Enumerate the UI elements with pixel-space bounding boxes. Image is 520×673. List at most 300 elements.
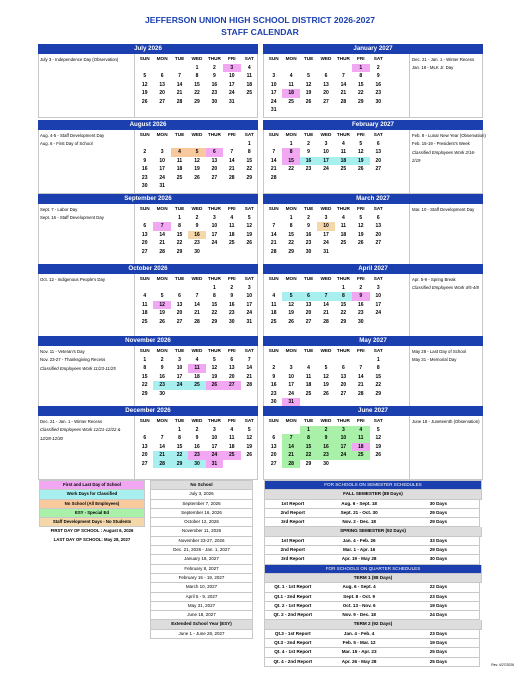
day-cell: 30 (323, 460, 329, 467)
revision-date: Rev. 4/27/2026 (491, 663, 514, 667)
day-cell: 10 (211, 435, 218, 441)
day-cell: 13 (340, 373, 347, 380)
weekday-label: TUE (303, 132, 314, 137)
day-cell: 13 (176, 301, 183, 308)
no-school-date: April 5 - 9, 2027 (150, 593, 253, 602)
month-notes (40, 348, 132, 373)
month-block (263, 194, 483, 267)
day-cell: 10 (335, 434, 352, 443)
day-cell: 14 (194, 301, 200, 308)
day-cell: 15 (246, 157, 253, 164)
weekday-label: FRI (357, 348, 365, 353)
day-cell: 5 (376, 426, 380, 433)
empty-cell (188, 182, 205, 191)
day-cell: 4 (289, 73, 293, 79)
weekday-label: MON (156, 56, 168, 61)
note-text: Sept. 16 - Staff Development Day (40, 215, 104, 221)
no-school-date: July 3, 2026 (150, 490, 253, 499)
empty-cell (352, 106, 369, 115)
day-cell: 11 (188, 364, 205, 373)
day-cell: 24 (229, 90, 235, 96)
empty-cell (300, 284, 317, 293)
weekday-label: FRI (228, 276, 236, 281)
weekday-label: THUR (336, 56, 350, 61)
schedule-row (264, 518, 480, 527)
empty-cell (241, 182, 258, 191)
schedule-cell: 19 Days (429, 602, 448, 608)
day-cell: 11 (305, 373, 312, 380)
day-cell: 18 (282, 89, 299, 98)
month-notes (412, 418, 482, 426)
day-cell: 25 (141, 318, 148, 325)
day-cell: 24 (270, 98, 277, 105)
day-cell: 6 (230, 356, 234, 363)
day-cell: 25 (352, 451, 369, 460)
day-cell: 26 (206, 381, 223, 390)
day-cell: 2 (160, 356, 164, 363)
day-cell: 18 (340, 231, 347, 238)
month-title: April 2027 (263, 264, 483, 274)
schedule-cell: 33 Days (429, 537, 448, 543)
day-cell: 7 (272, 149, 276, 155)
first-day-note: FIRST DAY OF SCHOOL : August 6, 2026 (50, 528, 134, 534)
month-notes (412, 56, 482, 73)
day-cell: 8 (376, 365, 380, 371)
day-cell: 22 (171, 451, 188, 460)
day-cell: 27 (211, 174, 218, 181)
day-cell: 11 (142, 301, 148, 308)
day-cell: 1 (352, 64, 369, 73)
day-cell: 8 (289, 223, 293, 229)
day-cell: 7 (153, 222, 170, 231)
note-text: Feb. 15-19 - President's Week (412, 141, 470, 147)
day-cell: 5 (143, 73, 147, 79)
weekday-label: WED (191, 56, 203, 61)
weekday-label: FRI (357, 276, 365, 281)
note-text: Dec. 21 - Jan. 1 - Winter Recess (40, 419, 103, 424)
empty-cell (223, 390, 240, 399)
day-cell: 16 (188, 231, 205, 240)
day-cell: 25 (246, 90, 253, 96)
month-block (38, 120, 258, 193)
day-cell: 19 (305, 90, 312, 96)
day-cell: 2 (195, 214, 199, 221)
day-cell: 6 (300, 292, 317, 301)
day-cell: 10 (323, 149, 329, 155)
day-cell: 4 (342, 214, 345, 221)
day-cell: 21 (270, 166, 277, 172)
day-cell: 11 (340, 223, 347, 229)
day-cell: 26 (358, 240, 364, 246)
weekday-label: THUR (336, 132, 350, 137)
day-cell: 27 (375, 166, 382, 172)
day-cell: 13 (141, 443, 148, 450)
day-cell: 6 (206, 148, 223, 157)
day-cell: 19 (141, 90, 148, 96)
weekday-label: THUR (207, 348, 221, 353)
day-cell: 14 (246, 365, 253, 371)
day-cell: 22 (340, 310, 347, 316)
day-cell: 15 (300, 443, 317, 452)
day-cell: 29 (171, 460, 188, 469)
day-cell: 26 (358, 166, 364, 172)
day-cell: 31 (246, 318, 253, 325)
day-cell: 5 (307, 73, 310, 79)
empty-cell (171, 140, 188, 149)
weekday-label: SAT (244, 348, 254, 353)
day-cell: 9 (317, 434, 334, 443)
day-cell: 9 (272, 373, 276, 380)
day-cell: 3 (213, 214, 216, 221)
day-cell: 24 (323, 240, 329, 246)
day-cell: 31 (159, 183, 165, 189)
empty-cell (206, 140, 223, 149)
day-cell: 6 (272, 435, 276, 441)
note-text: Feb. 8 - Lunar New Year (Observation) (412, 133, 486, 138)
day-cell: 16 (317, 443, 334, 452)
esy-dates: June 1 - June 28, 2027 (150, 630, 253, 639)
day-cell: 5 (247, 426, 251, 433)
day-cell: 17 (375, 301, 382, 308)
day-cell: 18 (335, 157, 352, 166)
day-cell: 9 (213, 73, 216, 79)
month-notes (412, 276, 482, 293)
schedule-cell: 29 Days (429, 547, 448, 553)
day-grid (265, 205, 387, 256)
empty-cell (136, 284, 153, 293)
weekday-label: SUN (139, 206, 150, 211)
day-cell: 3 (335, 426, 352, 435)
day-cell: 2 (317, 426, 334, 435)
schedule-cell: Nov. 9 - Dec. 18 (342, 612, 376, 618)
day-cell: 23 (211, 90, 218, 96)
schedule-cell: 25 Days (429, 649, 448, 655)
month-block (38, 406, 258, 479)
empty-cell (335, 174, 352, 183)
schedule-row (264, 602, 480, 611)
day-cell: 22 (176, 240, 183, 246)
schedule-cell: Aug. 6 - Sept. 4 (342, 584, 376, 590)
no-school-date: February 8, 2027 (150, 565, 253, 574)
day-cell: 16 (270, 382, 277, 388)
day-cell: 22 (300, 451, 317, 460)
weekday-label: TUE (174, 276, 185, 281)
empty-cell (241, 460, 258, 469)
weekday-label: SAT (244, 132, 254, 137)
weekday-label: THUR (336, 418, 350, 423)
empty-cell (206, 248, 223, 257)
day-cell: 6 (160, 73, 164, 79)
weekday-label: WED (191, 276, 203, 281)
no-school-list (150, 480, 253, 639)
day-cell: 7 (230, 149, 234, 155)
day-cell: 28 (176, 98, 183, 105)
day-cell: 28 (358, 390, 364, 397)
month-title: May 2027 (263, 336, 483, 346)
month-notes (40, 206, 132, 223)
day-cell: 4 (143, 293, 147, 299)
empty-cell (282, 64, 299, 73)
note-text: Jan. 18 - MLK Jr. Day (412, 65, 454, 71)
district-title: JEFFERSON UNION HIGH SCHOOL DISTRICT 2026-2027 (144, 15, 375, 25)
day-cell: 10 (375, 293, 382, 299)
schedule-cell: 2nd Report (280, 509, 305, 515)
day-grid (265, 131, 387, 182)
day-cell: 21 (229, 166, 235, 172)
day-cell: 13 (375, 223, 382, 229)
day-cell: 8 (178, 435, 181, 441)
day-cell: 5 (247, 214, 251, 221)
day-cell: 13 (270, 443, 277, 450)
empty-cell (265, 356, 282, 365)
day-cell: 31 (282, 398, 299, 407)
day-cell: 3 (324, 140, 328, 147)
day-cell: 26 (323, 390, 329, 397)
empty-cell (370, 318, 387, 327)
schedule-cell: Apr. 26 - May 28 (341, 658, 377, 664)
day-cell: 2 (230, 284, 234, 291)
day-cell: 12 (375, 435, 382, 441)
day-cell: 1 (289, 140, 293, 147)
day-cell: 10 (270, 81, 277, 88)
weekday-label: THUR (207, 56, 221, 61)
day-cell: 16 (159, 373, 165, 380)
day-cell: 16 (211, 81, 218, 88)
empty-cell (370, 106, 387, 115)
day-cell: 25 (223, 451, 240, 460)
day-cell: 12 (153, 301, 170, 310)
day-cell: 12 (323, 373, 329, 380)
day-cell: 27 (340, 390, 347, 397)
month-title: February 2027 (263, 120, 483, 130)
weekday-label: SAT (244, 418, 254, 423)
day-cell: 30 (229, 318, 235, 325)
day-cell: 4 (272, 293, 276, 299)
no-school-date: June 18, 2027 (150, 611, 253, 620)
day-cell: 5 (188, 148, 205, 157)
day-cell: 24 (335, 451, 352, 460)
weekday-label: FRI (357, 56, 365, 61)
month-block (38, 194, 258, 267)
day-grid (136, 275, 258, 326)
schedule-cell: 30 Days (429, 556, 448, 562)
note-text: Dec. 21 - Jan. 1 - Winter Recess (412, 57, 475, 62)
schedule-cell: Jan. 4 - Feb. 26 (342, 537, 376, 543)
weekday-label: SUN (268, 418, 279, 423)
day-cell: 26 (141, 98, 148, 105)
day-cell: 16 (229, 301, 235, 308)
day-cell: 30 (211, 98, 218, 105)
legend-item: ESY - Special Ed (39, 509, 145, 518)
month-title: January 2027 (263, 44, 483, 54)
schedule-cell: Apr. 19 - May 28 (341, 556, 377, 562)
schedule-cell: Qt. 2 - 1st Report (274, 602, 312, 608)
day-cell: 8 (178, 223, 181, 229)
note-text: May 31 - Memorial Day (412, 357, 457, 363)
day-cell: 2 (307, 214, 310, 221)
schedule-row (264, 500, 480, 509)
schedule-heading: TERM 1 (88 Days) (264, 574, 482, 583)
day-cell: 24 (211, 240, 218, 246)
no-school-date: Dec. 21, 2026 - Jan. 1, 2027 (150, 546, 253, 555)
day-grid (136, 205, 258, 256)
day-cell: 2 (376, 64, 380, 71)
weekday-label: SAT (373, 418, 383, 423)
day-cell: 19 (211, 373, 218, 380)
day-cell: 30 (358, 318, 364, 325)
day-grid (136, 131, 258, 191)
no-school-date: November 11, 2026 (150, 527, 253, 536)
day-cell: 11 (229, 435, 235, 441)
day-cell: 30 (194, 248, 200, 255)
note-text: July 3 - Independence Day (Observation) (40, 57, 119, 62)
day-cell: 12 (246, 435, 253, 441)
schedule-row (264, 630, 480, 639)
day-cell: 7 (317, 292, 334, 301)
empty-cell (317, 64, 334, 73)
day-cell: 30 (141, 183, 148, 189)
empty-cell (153, 214, 170, 223)
day-cell: 11 (288, 81, 294, 88)
day-cell: 20 (141, 452, 148, 458)
day-cell: 30 (375, 98, 382, 105)
day-cell: 28 (270, 248, 277, 255)
day-cell: 2 (307, 140, 310, 147)
legend-item: Work Days for Classified (39, 490, 145, 499)
weekday-label: WED (320, 418, 332, 423)
day-cell: 23 (358, 310, 364, 316)
day-cell: 14 (340, 81, 347, 88)
day-cell: 1 (247, 140, 251, 147)
day-cell: 9 (230, 293, 234, 299)
day-cell: 20 (229, 373, 235, 380)
day-cell: 26 (159, 318, 165, 325)
day-cell: 1 (143, 356, 147, 363)
day-cell: 5 (282, 292, 299, 301)
day-cell: 18 (246, 81, 253, 88)
day-cell: 8 (282, 148, 299, 157)
day-cell: 7 (195, 293, 199, 299)
day-cell: 27 (223, 381, 240, 390)
no-school-date: November 23-27, 2026 (150, 537, 253, 546)
no-school-date: February 15 - 19, 2027 (150, 574, 253, 583)
day-cell: 4 (247, 64, 251, 71)
weekday-label: TUE (174, 348, 185, 353)
schedule-cell: Qt. 4 - 2nd Report (273, 658, 313, 664)
day-cell: 28 (194, 318, 200, 325)
day-cell: 18 (352, 443, 369, 452)
schedule-cell: Jan. 4 - Feb. 4 (343, 630, 375, 636)
day-cell: 19 (375, 443, 382, 450)
month-notes (412, 132, 486, 165)
day-cell: 15 (358, 81, 364, 88)
day-cell: 9 (143, 157, 147, 164)
day-cell: 24 (375, 310, 382, 316)
weekday-label: TUE (174, 206, 185, 211)
weekday-label: MON (285, 206, 297, 211)
day-cell: 28 (323, 318, 329, 325)
day-cell: 9 (195, 435, 199, 441)
day-cell: 3 (376, 284, 380, 291)
empty-cell (188, 284, 205, 293)
weekday-label: FRI (357, 418, 365, 423)
month-block (263, 336, 483, 409)
month-title: March 2027 (263, 194, 483, 204)
weekday-label: MON (285, 56, 297, 61)
day-cell: 25 (188, 381, 205, 390)
day-cell: 22 (246, 166, 253, 172)
schedule-cell: 23 Days (429, 630, 448, 636)
empty-cell (153, 284, 170, 293)
day-cell: 29 (246, 174, 253, 181)
schedule-cell: 1st Report (281, 537, 305, 543)
note-text: Mar. 10 - Staff Development Day (412, 207, 475, 212)
day-cell: 21 (323, 310, 329, 316)
day-cell: 1 (342, 284, 345, 291)
day-cell: 10 (211, 223, 218, 229)
day-cell: 11 (271, 301, 277, 308)
schedule-row (264, 583, 480, 592)
weekday-label: FRI (228, 56, 236, 61)
weekday-label: MON (156, 418, 168, 423)
day-cell: 3 (178, 356, 181, 363)
day-cell: 10 (288, 373, 294, 380)
day-cell: 18 (141, 310, 148, 316)
day-cell: 18 (194, 373, 200, 380)
day-cell: 7 (282, 434, 299, 443)
day-grid (265, 55, 387, 115)
weekday-label: WED (191, 418, 203, 423)
weekday-label: WED (320, 56, 332, 61)
weekday-label: MON (285, 276, 297, 281)
day-cell: 14 (282, 443, 299, 452)
esy-title: Extended School Year (ESY) (150, 620, 253, 629)
day-cell: 31 (270, 107, 277, 113)
day-cell: 29 (358, 98, 364, 105)
page-header (0, 14, 520, 38)
schedule-row (264, 639, 480, 648)
empty-cell (282, 174, 299, 183)
day-cell: 22 (375, 382, 382, 388)
no-school-date: May 31, 2027 (150, 602, 253, 611)
day-cell: 4 (230, 214, 234, 221)
day-cell: 22 (194, 90, 200, 96)
day-cell: 24 (246, 310, 253, 316)
day-cell: 28 (159, 248, 165, 255)
note-text: Aug. 6 - First Day of School (40, 141, 93, 147)
schedule-heading: TERM 2 (92 Days) (264, 620, 482, 629)
day-cell: 14 (270, 157, 277, 164)
weekday-label: THUR (207, 132, 221, 137)
day-cell: 18 (270, 310, 277, 316)
weekday-label: SUN (139, 132, 150, 137)
day-cell: 3 (213, 426, 216, 433)
day-cell: 28 (153, 460, 170, 469)
weekday-label: MON (156, 206, 168, 211)
weekday-label: THUR (336, 206, 350, 211)
month-notes (40, 418, 132, 443)
weekday-label: TUE (303, 348, 314, 353)
day-cell: 1 (300, 426, 317, 435)
day-cell: 17 (323, 231, 329, 238)
day-cell: 10 (229, 73, 235, 79)
day-cell: 26 (246, 452, 253, 458)
day-cell: 21 (282, 451, 299, 460)
weekday-label: MON (156, 132, 168, 137)
empty-cell (206, 182, 223, 191)
day-cell: 30 (188, 460, 205, 469)
empty-cell (317, 106, 334, 115)
